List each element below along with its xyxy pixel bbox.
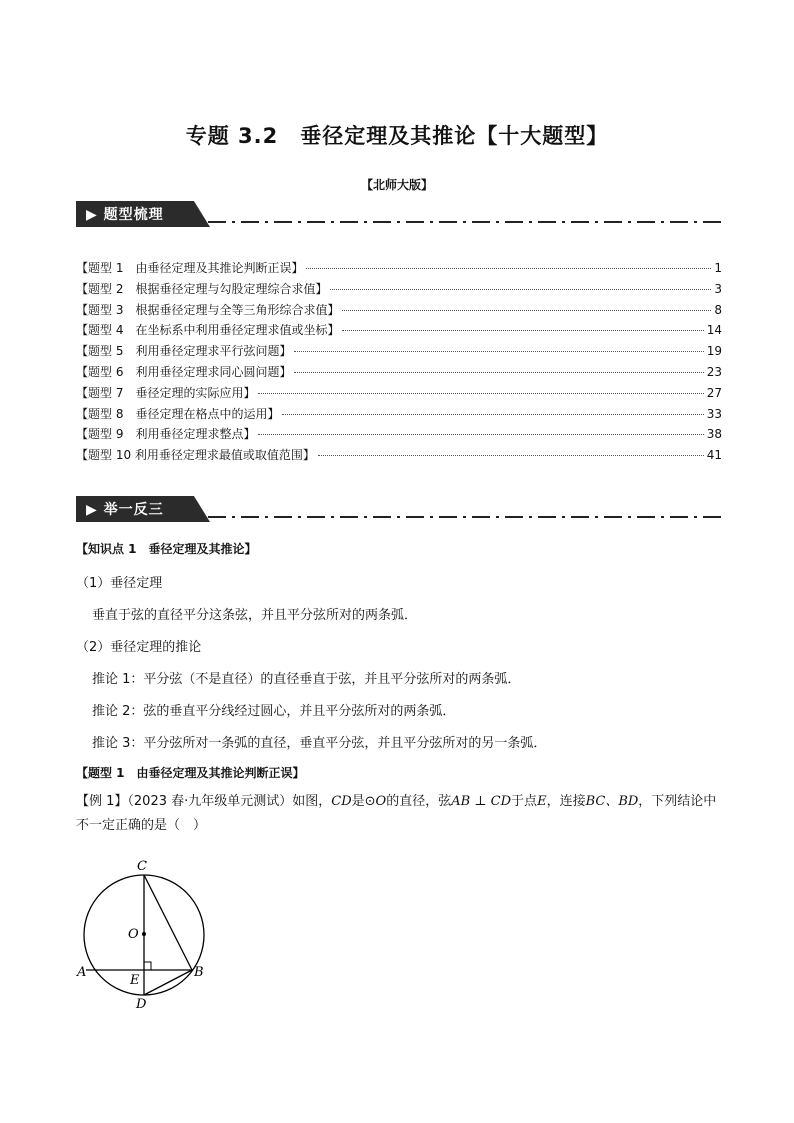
label-a: A xyxy=(77,965,87,980)
toc-entry-page: 1 xyxy=(714,261,722,275)
toc-leader-dots xyxy=(282,414,703,415)
toc-entry-page: 23 xyxy=(706,365,722,379)
label-b: B xyxy=(194,965,204,980)
toc-entry[interactable] xyxy=(76,321,722,342)
toc-leader-dots xyxy=(306,268,711,269)
toc-entry-label: 【题型 8 垂径定理在格点中的运用】 xyxy=(76,406,280,421)
dash-dot-rule xyxy=(208,514,726,520)
theorem-text: 垂直于弦的直径平分这条弦，并且平分弦所对的两条弧． xyxy=(92,608,418,623)
page-title: 专题 3.2 垂径定理及其推论【十大题型】 xyxy=(185,124,609,148)
toc-entry-label: 【题型 5 利用垂径定理求平行弦问题】 xyxy=(76,344,292,359)
toc-leader-dots xyxy=(294,372,703,373)
toc-entry-page: 27 xyxy=(706,385,722,400)
toc-entry[interactable] xyxy=(76,405,722,426)
dash-dot-rule xyxy=(208,219,726,225)
play-triangle-icon: ▶ xyxy=(86,502,104,518)
toc-entry[interactable] xyxy=(76,259,722,280)
toc-entry[interactable] xyxy=(76,342,722,363)
toc-entry[interactable] xyxy=(76,363,722,384)
segment-bc xyxy=(144,875,192,970)
toc-leader-dots xyxy=(258,434,703,435)
label-e: E xyxy=(130,973,140,988)
toc-entry-page: 38 xyxy=(706,427,722,442)
section-tab-label: ▶ 举一反三 xyxy=(86,502,164,518)
example-1-question: 【例 1】（2023 春·九年级单元测试）如图，CD是⊙O的直径，弦AB ⊥ CD于点E，连接BC、BD，下列结论中不一定正确的是（ ） xyxy=(76,794,717,833)
toc-leader-dots xyxy=(330,289,711,290)
toc-entry[interactable] xyxy=(76,425,722,446)
toc-leader-dots xyxy=(258,393,703,394)
edition-label: 【北师大版】 xyxy=(360,178,433,192)
circle-figure xyxy=(77,858,220,1013)
toc-entry-label: 【题型 1 由垂径定理及其推论判断正误】 xyxy=(76,261,304,275)
toc-entry-page: 41 xyxy=(706,448,722,463)
toc-entry-page: 8 xyxy=(714,302,722,317)
toc-entry[interactable] xyxy=(76,301,722,322)
toc-entry-page: 14 xyxy=(706,323,722,338)
corollary-1: 推论 1：平分弦（不是直径）的直径垂直于弦，并且平分弦所对的两条弧． xyxy=(92,672,521,687)
label-c: C xyxy=(137,859,147,874)
section-band-practice xyxy=(76,496,726,522)
toc-entry-label: 【题型 9 利用垂径定理求整点】 xyxy=(76,427,256,442)
label-o: O xyxy=(128,927,139,942)
type1-heading: 【题型 1 由垂径定理及其推论判断正误】 xyxy=(76,766,305,780)
corollary-3: 推论 3：平分弦所对一条弧的直径，垂直平分弦，并且平分弦所对的另一条弧． xyxy=(92,736,547,751)
knowledge-point-heading: 【知识点 1 垂径定理及其推论】 xyxy=(76,542,257,556)
toc-entry-page: 19 xyxy=(706,344,722,359)
right-angle-mark xyxy=(144,962,151,970)
section-tab-label: ▶ 题型梳理 xyxy=(86,207,164,223)
toc-entry-label: 【题型 6 利用垂径定理求同心圆问题】 xyxy=(76,365,292,379)
toc-entry[interactable] xyxy=(76,384,722,405)
toc-leader-dots xyxy=(318,455,704,456)
theorem-title: （1）垂径定理 xyxy=(76,576,163,591)
toc-entry-page: 33 xyxy=(706,406,722,421)
play-triangle-icon: ▶ xyxy=(86,207,104,223)
segment-bd xyxy=(144,970,192,995)
corollary-title: （2）垂径定理的推论 xyxy=(76,640,202,655)
toc-entry-label: 【题型 4 在坐标系中利用垂径定理求值或坐标】 xyxy=(76,323,340,338)
center-point xyxy=(142,932,146,936)
toc-leader-dots xyxy=(294,351,703,352)
toc-entry-label: 【题型 7 垂径定理的实际应用】 xyxy=(76,385,256,400)
toc-entry[interactable] xyxy=(76,280,722,301)
toc-leader-dots xyxy=(342,310,711,311)
corollary-2: 推论 2：弦的垂直平分线经过圆心，并且平分弦所对的两条弧． xyxy=(92,704,456,719)
toc-entry[interactable] xyxy=(76,446,722,467)
toc-entry-label: 【题型 3 根据垂径定理与全等三角形综合求值】 xyxy=(76,302,340,317)
toc-entry-label: 【题型 2 根据垂径定理与勾股定理综合求值】 xyxy=(76,281,328,296)
section-band-toc xyxy=(76,201,726,227)
toc-entry-label: 【题型 10 利用垂径定理求最值或取值范围】 xyxy=(76,448,315,463)
toc-leader-dots xyxy=(342,330,703,331)
label-d: D xyxy=(136,997,147,1012)
toc-entry-page: 3 xyxy=(714,281,722,296)
